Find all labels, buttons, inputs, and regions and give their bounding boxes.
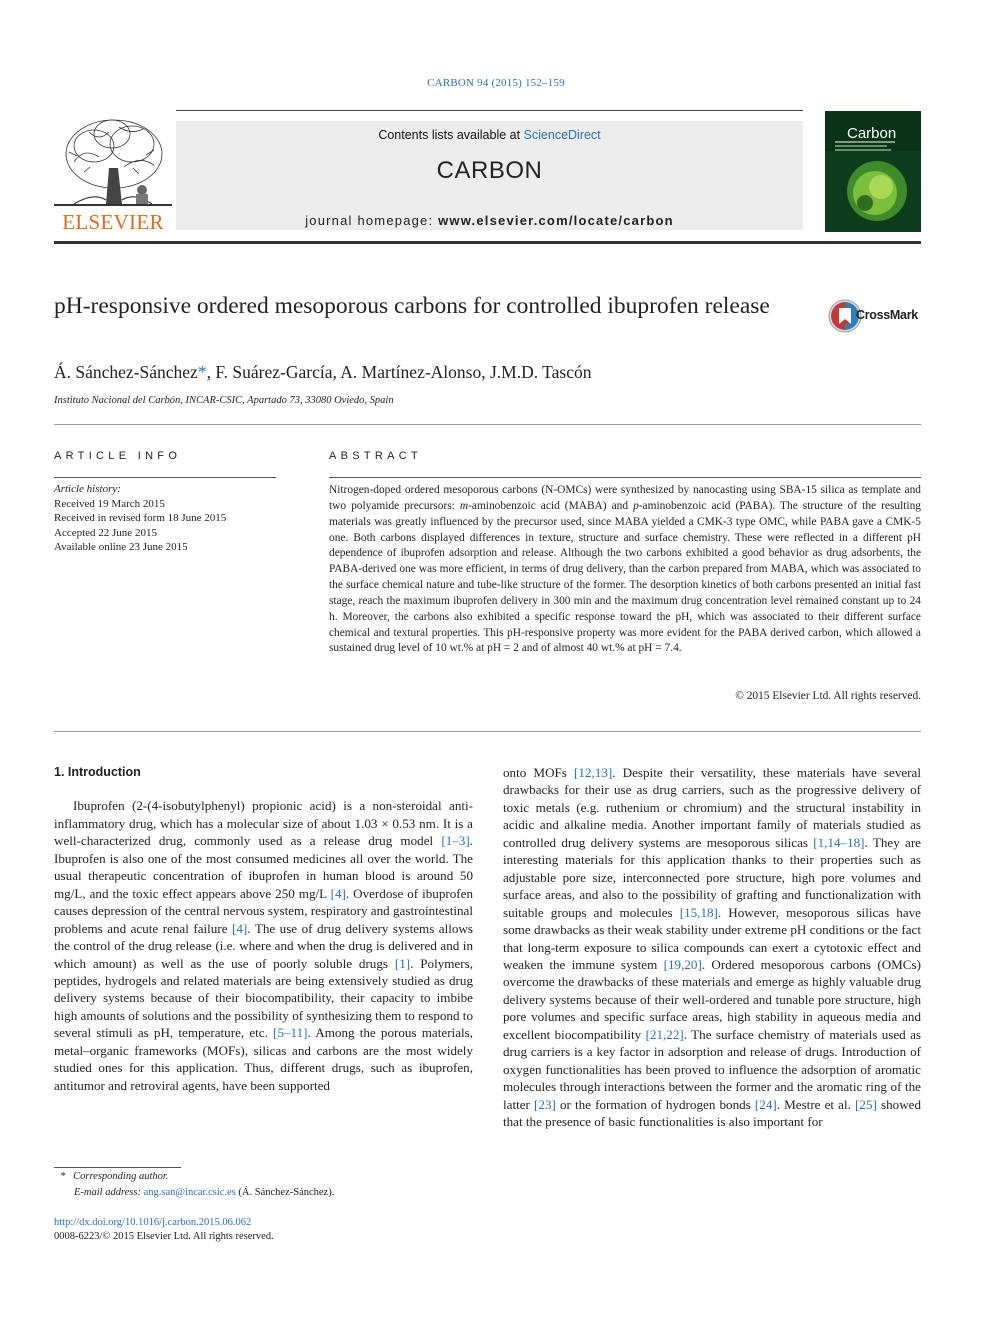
body-text: . The surface chemistry of materials used as drug carriers is a key factor in adsorption and release of drugs. Introduction of oxygen functionalities has been proved to influence the adsorption of aromatic molecules through interactions between the former and the aromatic ring of the latter [503,1026,921,1112]
abstract-italic: m [459,499,469,512]
history-heading: Article history: [54,483,121,495]
body-text: showed that the presence of basic functionalities is also important for [503,1096,922,1130]
article-history [54,482,226,555]
citation-link[interactable]: [19,20] [663,956,702,972]
citation-link[interactable]: [25] [855,1096,877,1112]
body-text: onto MOFs [503,765,575,780]
header-top-rule [176,110,803,111]
body-paragraph [503,764,921,1131]
homepage-prefix: journal homepage: [305,213,439,228]
body-column-left [54,764,473,1094]
homepage-link[interactable]: www.elsevier.com/locate/carbon [438,213,674,228]
citation-link[interactable]: [15,18] [679,904,718,920]
journal-cover[interactable] [825,111,921,232]
doi-link[interactable]: http://dx.doi.org/10.1016/j.carbon.2015.06.062 [54,1217,252,1228]
citation-link[interactable]: [1] [394,955,411,971]
journal-homepage [176,213,803,228]
corresponding-author-mark[interactable]: * [197,362,207,382]
body-text: or the formation of hydrogen bonds [555,1096,755,1112]
author-name[interactable]: J.M.D. Tascón [489,362,592,382]
footnote-rule [54,1167,181,1168]
abstract-heading: ABSTRACT [329,450,423,462]
citation-link[interactable]: [24] [754,1096,777,1112]
email-label: E-mail address: [74,1187,144,1198]
publisher-name: ELSEVIER [62,210,164,234]
history-item: Received in revised form 18 June 2015 [54,512,227,524]
body-text: . Mestre et al. [776,1096,856,1112]
email-footnote [74,1187,334,1198]
corresponding-footnote [60,1171,168,1182]
author-name[interactable]: Á. Sánchez-Sánchez [54,362,198,382]
crossmark-button[interactable] [828,299,924,333]
citation-link[interactable]: [5–11] [273,1025,308,1041]
article-info-heading: ARTICLE INFO [54,450,182,462]
author-separator: , [206,362,216,382]
author-separator: , [332,362,341,382]
abstract-segment: -aminobenzoic acid (PABA). The structure of the resulting materials was greatly influenced by the precursor used, since MABA yielded a CMK-3 type OMC, while PABA gave a CMK-5 one. Both carbons displayed differences in texture, structure and surface chemistry. These were reflected in a different pH dependence of ibuprofen adsorption and release. Although the two carbons exhibited a good behavior as drug adsorbents, the PABA-derived one was more efficient, in terms of drug delivery, than the carbon prepared from MABA, which was associated to the surface chemical nature and tube-like structure of the former. The desorption kinetics of both carbons presented an initial fast stage, reach the maximum ibuprofen delivery in 300 min and the maximum drug concentration level remained constant up to 24 h. Moreover, the carbons also exhibited a specific response toward the pH, which was associated to their different surface chemical and textural properties. This pH-responsive property was more evident for the PABA derived carbon, which allowed a sustained drug level of 10 wt.% at pH = 2 and of almost 40 wt.% at pH = 7.4. [329,499,921,655]
elsevier-logo [54,112,172,232]
contents-line [176,128,803,142]
body-text: . Ibuprofen is also one of the most consumed medicines all over the world. The usual therapeutic concentration of ibuprofen in human blood is around 50 mg/L, and the toxic effect appears above 250 mg/L [54,833,473,901]
issn-line: 0008-6223/© 2015 Elsevier Ltd. All rights reserved. [54,1231,274,1242]
author-separator: , [481,362,490,382]
author-name[interactable]: A. Martínez-Alonso [340,362,482,382]
abstract-text [329,483,921,657]
history-item: Received 19 March 2015 [54,497,165,510]
author-name[interactable]: F. Suárez-García [215,362,333,382]
citation-link[interactable]: [21,22] [645,1026,684,1042]
contents-prefix: Contents lists available at [378,128,524,142]
body-text: . However, mesoporous silicas have some drawbacks as their weak stability under extreme pH conditions or the fact that long-term exposure to silica compounds can exert a cytotoxic effect and weaken the immune system [503,904,921,972]
cover-title: Carbon [847,125,897,142]
email-link[interactable]: ang.san@incar.csic.es [143,1187,236,1198]
citation-link[interactable]: [23] [534,1096,556,1112]
article-info-rule [54,477,276,478]
body-text: . Polymers, peptides, hydrogels and related materials are being extensively studied as drug delivery systems because of their biocompatibility, their capacity to imbibe high amounts of solutions and the possibility of synthesizing them to respond to several stimuli as pH, temperature, etc. [54,955,473,1041]
section-heading: 1. Introduction [54,765,141,779]
body-paragraph [54,797,473,1094]
footnote-mark: * [60,1171,66,1182]
citation-link[interactable]: [1,14–18] [813,834,865,850]
body-text: . Overdose of ibuprofen causes depression of the central nervous system, respiratory and gastrointestinal problems and acute renal failure [54,885,473,936]
journal-banner [176,121,803,230]
citation-link[interactable]: [1–3] [441,833,470,849]
citation-link[interactable]: [4] [232,920,248,936]
article-title: pH-responsive ordered mesoporous carbons for controlled ibuprofen release [54,293,770,319]
author-list [54,362,592,383]
body-text: . Ordered mesoporous carbons (OMCs) overcome the drawbacks of these materials and emerge as highly valuable drug delivery systems because of their well-ordered and tunable pore structure, high pore volumes and specific surface areas, high stability in aqueous media and excellent biocompatibility [503,956,921,1042]
history-item: Accepted 22 June 2015 [54,526,157,539]
body-text: . Despite their versatility, these materials have several drawbacks for their use as drug carriers, such as the progressive delivery of toxic metals (e.g. ruthenium or chromium) and the structural instability in acidic and alkaline media. Another important family of materials studied as controlled drug delivery systems are mesoporous silicas [503,765,921,850]
abstract-segment: -aminobenzoic acid (MABA) and [468,499,634,512]
abstract-rule [329,477,921,478]
crossmark-label: CrossMark [856,308,918,322]
affiliation-rule [54,424,921,425]
journal-name: CARBON [436,157,543,184]
body-rule [54,731,921,732]
footnote-text: Corresponding author. [73,1171,169,1182]
journal-reference[interactable]: CARBON 94 (2015) 152–159 [427,77,565,89]
abstract-segment: Nitrogen-doped ordered mesoporous carbons (N-OMCs) were synthesized by nanocasting using SBA-15 silica as template and two polyamide precursors: [329,484,921,512]
citation-link[interactable]: [12,13] [574,765,613,780]
sciencedirect-link[interactable]: ScienceDirect [523,128,601,142]
body-text: . Among the porous materials, metal–organic frameworks (MOFs), silicas and carbons are the most widely studied ones for this application. Thus, different drugs, such as ibuprofen, antitumor and retroviral agents, have been supported [54,1025,474,1093]
history-item: Available online 23 June 2015 [54,541,188,553]
abstract-copyright: © 2015 Elsevier Ltd. All rights reserved. [735,690,921,702]
body-text: . The use of drug delivery systems allows the control of the drug release (i.e. where and when the drug is delivered and in which amount) as well as the use of poorly soluble drugs [54,920,473,971]
body-column-right [503,764,921,1131]
citation-link[interactable]: [4] [330,885,346,901]
header-rule [54,241,921,244]
body-text: . They are interesting materials for this application thanks to their properties such as adjustable pore size, interconnected pore structure, high pore volumes and surface areas, and also to the possibility of grafting and functionalization with suitable groups and molecules [503,834,921,920]
affiliation: Instituto Nacional del Carbón, INCAR-CSIC, Apartado 73, 33080 Oviedo, Spain [54,395,394,406]
body-text: Ibuprofen (2-(4-isobutylphenyl) propionic acid) is a non-steroidal anti-inflammatory drug, which has a molecular size of about 1.03 × 0.53 nm. It is a well-characterized drug, commonly used as a release drug model [54,798,473,849]
email-owner: (Á. Sánchez-Sánchez). [235,1187,335,1198]
abstract-italic: p [633,499,639,512]
